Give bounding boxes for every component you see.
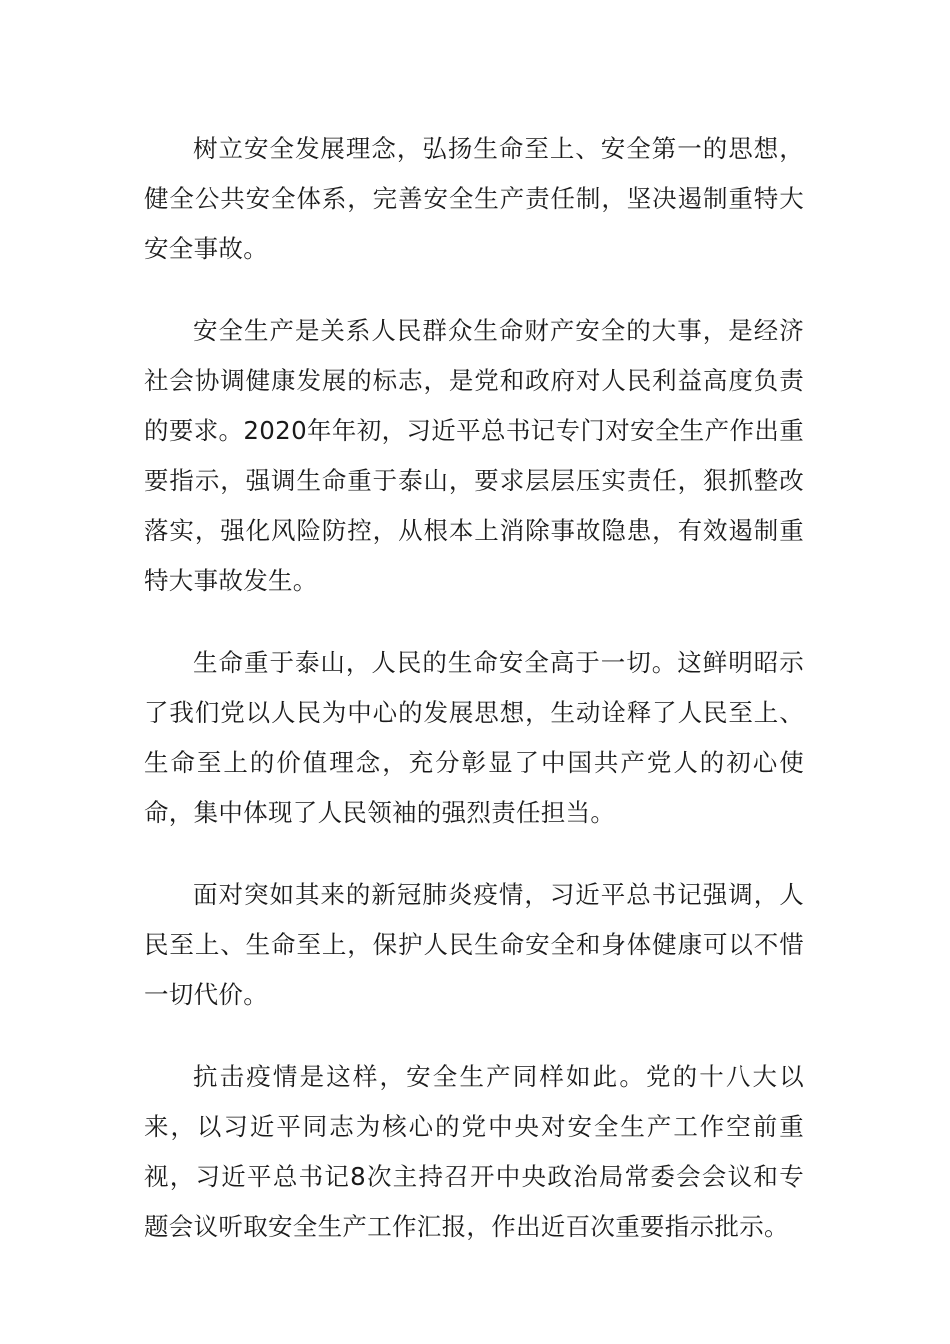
paragraph-5: 抗击疫情是这样，安全生产同样如此。党的十八大以来，以习近平同志为核心的党中央对安全生产工作空前重视，习近平总书记8次主持召开中央政治局常委会会议和专题会议听取安全生产工作汇报，作出近百次重要指示批示。: [144, 1062, 804, 1241]
paragraph-2: 安全生产是关系人民群众生命财产安全的大事，是经济社会协调健康发展的标志，是党和政府对人民利益高度负责的要求。2020年年初，习近平总书记专门对安全生产作出重要指示，强调生命重于泰山，要求层层压实责任，狠抓整改落实，强化风险防控，从根本上消除事故隐患，有效遏制重特大事故发生。: [144, 316, 804, 595]
paragraph-3: 生命重于泰山，人民的生命安全高于一切。这鲜明昭示了我们党以人民为中心的发展思想，生动诠释了人民至上、生命至上的价值理念，充分彰显了中国共产党人的初心使命，集中体现了人民领袖的强烈责任担当。: [144, 648, 804, 827]
paragraph-4: 面对突如其来的新冠肺炎疫情，习近平总书记强调，人民至上、生命至上，保护人民生命安全和身体健康可以不惜一切代价。: [144, 880, 804, 1009]
document-body: [144, 124, 804, 1284]
paragraph-1: 树立安全发展理念，弘扬生命至上、安全第一的思想，健全公共安全体系，完善安全生产责任制，坚决遏制重特大安全事故。: [144, 134, 804, 263]
